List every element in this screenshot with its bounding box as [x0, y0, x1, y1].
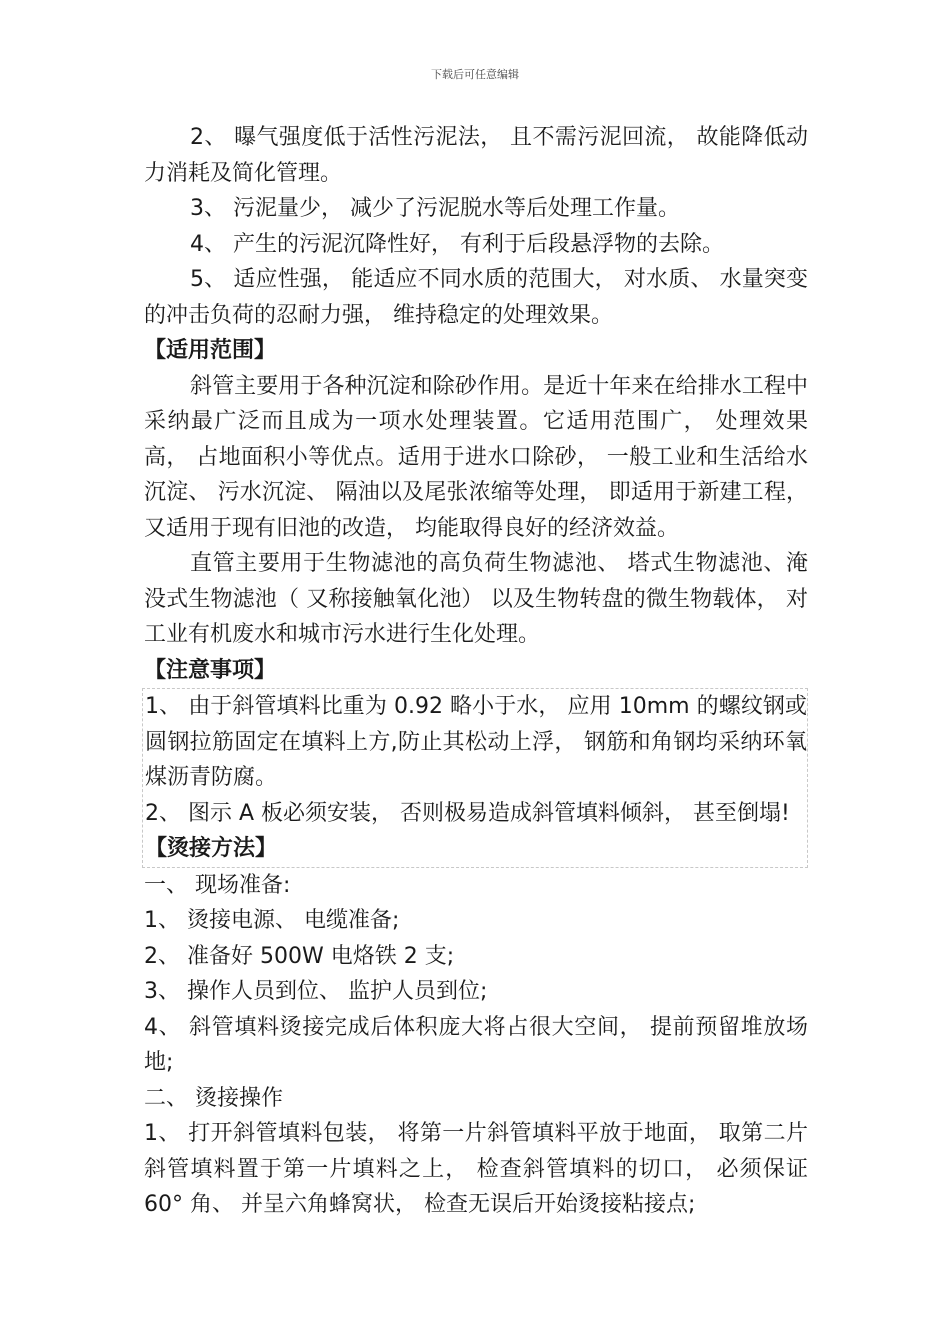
- heading-welding-method: 【烫接方法】: [145, 836, 278, 861]
- prep-item-4: 4、 斜管填料烫接完成后体积庞大将占很大空间， 提前预留堆放场地;: [144, 1014, 808, 1075]
- paragraph-advantage-5: 5、 适应性强， 能适应不同水质的范围大， 对水质、 水量突变的冲击负荷的忍耐力强， 维持稳定的处理效果。: [144, 267, 808, 328]
- note-1: 1、 由于斜管填料比重为 0.92 略小于水， 应用 10mm 的螺纹钢或圆钢拉筋固定在填料上方,防止其松动上浮， 钢筋和角钢均采纳环氧煤沥青防腐。: [145, 694, 807, 790]
- paragraph-advantage-2: 2、 曝气强度低于活性污泥法， 且不需污泥回流， 故能降低动力消耗及简化管理。: [144, 125, 808, 186]
- prep-item-1: 1、 烫接电源、 电缆准备;: [144, 908, 400, 933]
- paragraph-advantage-4: 4、 产生的污泥沉降性好， 有利于后段悬浮物的去除。: [190, 231, 724, 257]
- heading-scope: 【适用范围】: [144, 338, 277, 363]
- paragraph-straight-tube: 直管主要用于生物滤池的高负荷生物滤池、 塔式生物滤池、淹没式生物滤池（ 又称接触氧化池） 以及生物转盘的微生物载体， 对工业有机废水和城市污水进行生化处理。: [144, 551, 808, 647]
- document-body: [144, 120, 808, 1223]
- page-header: 下载后可任意编辑: [431, 68, 519, 81]
- note-2: 2、 图示 A 板必须安装， 否则极易造成斜管填料倾斜， 甚至倒塌!: [145, 800, 790, 826]
- section-welding-operation: 二、 烫接操作: [144, 1085, 283, 1111]
- prep-item-3: 3、 操作人员到位、 监护人员到位;: [144, 979, 488, 1004]
- prep-item-2: 2、 准备好 500W 电烙铁 2 支;: [144, 943, 455, 969]
- paragraph-inclined-tube: 斜管主要用于各种沉淀和除砂作用。是近十年来在给排水工程中采纳最广泛而且成为一项水处理装置。它适用范围广， 处理效果高， 占地面积小等优点。适用于进水口除砂， 一般工业和生活给水沉淀、 污水沉淀、 隔油以及尾张浓缩等处理， 即适用于新建工程， 又适用于现有旧池的改造， 均能取得良好的经济效益。: [144, 373, 808, 541]
- heading-notes: 【注意事项】: [144, 657, 277, 683]
- notes-box: [142, 688, 808, 868]
- section-site-prep: 一、 现场准备:: [144, 872, 291, 898]
- operation-item-1: 1、 打开斜管填料包装， 将第一片斜管填料平放于地面， 取第二片斜管填料置于第一片填料之上， 检查斜管填料的切口， 必须保证 60° 角、 并呈六角蜂窝状， 检查无误后开始烫接粘接点;: [144, 1121, 808, 1217]
- paragraph-advantage-3: 3、 污泥量少， 减少了污泥脱水等后处理工作量。: [190, 196, 680, 221]
